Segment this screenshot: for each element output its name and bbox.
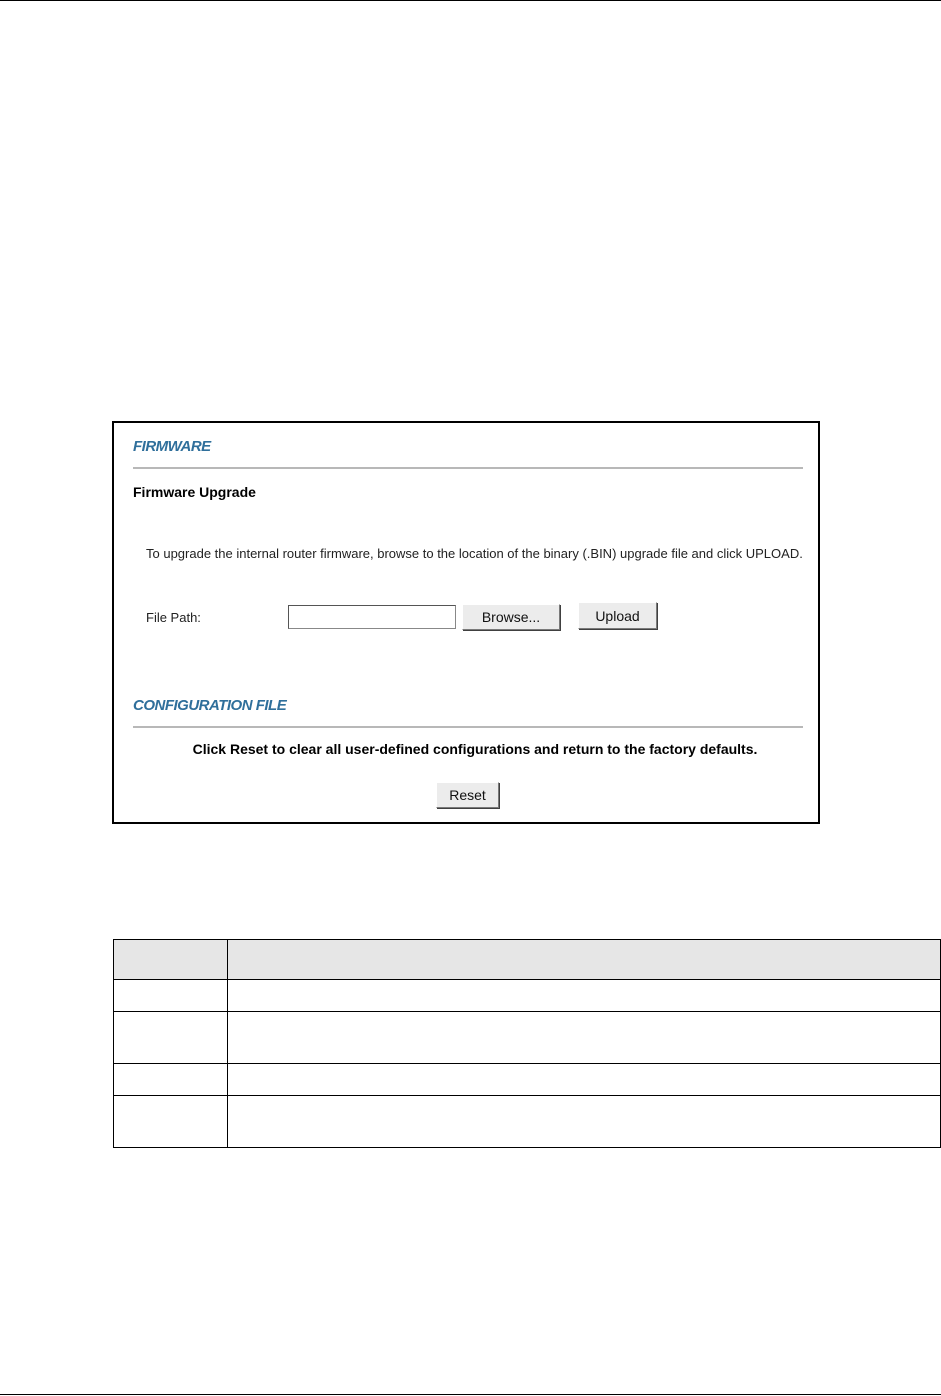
- firmware-description: To upgrade the internal router firmware, browse to the location of the binary (.BIN) upgrade file and click UPLOAD.: [146, 546, 803, 561]
- configuration-section-title: CONFIGURATION FILE: [133, 697, 287, 714]
- table-header-cell: [228, 940, 941, 980]
- firmware-upgrade-title: Firmware Upgrade: [133, 484, 256, 500]
- table-cell: [114, 980, 228, 1012]
- table-cell: [114, 1096, 228, 1148]
- description-table: [113, 939, 941, 1148]
- table-header-row: [114, 940, 941, 980]
- page-top-rule: [0, 0, 941, 1]
- page-bottom-rule: [0, 1394, 941, 1395]
- table-header-cell: [114, 940, 228, 980]
- table-cell: [114, 1012, 228, 1064]
- table-cell: [228, 1096, 941, 1148]
- browse-button[interactable]: Browse...: [462, 604, 560, 630]
- file-path-input[interactable]: [288, 605, 456, 629]
- reset-button[interactable]: Reset: [436, 782, 499, 808]
- firmware-divider: [133, 467, 803, 469]
- table-row: [114, 1064, 941, 1096]
- table-row: [114, 980, 941, 1012]
- table-cell: [228, 980, 941, 1012]
- table-row: [114, 1012, 941, 1064]
- table-cell: [114, 1064, 228, 1096]
- table-cell: [228, 1012, 941, 1064]
- table-row: [114, 1096, 941, 1148]
- configuration-divider: [133, 726, 803, 728]
- table-cell: [228, 1064, 941, 1096]
- firmware-section-title: FIRMWARE: [133, 438, 211, 455]
- upload-button[interactable]: Upload: [578, 602, 657, 629]
- firmware-screen: [112, 421, 820, 824]
- file-path-label: File Path:: [146, 610, 201, 625]
- reset-note: Click Reset to clear all user-defined configurations and return to the factory defaults.: [192, 741, 758, 757]
